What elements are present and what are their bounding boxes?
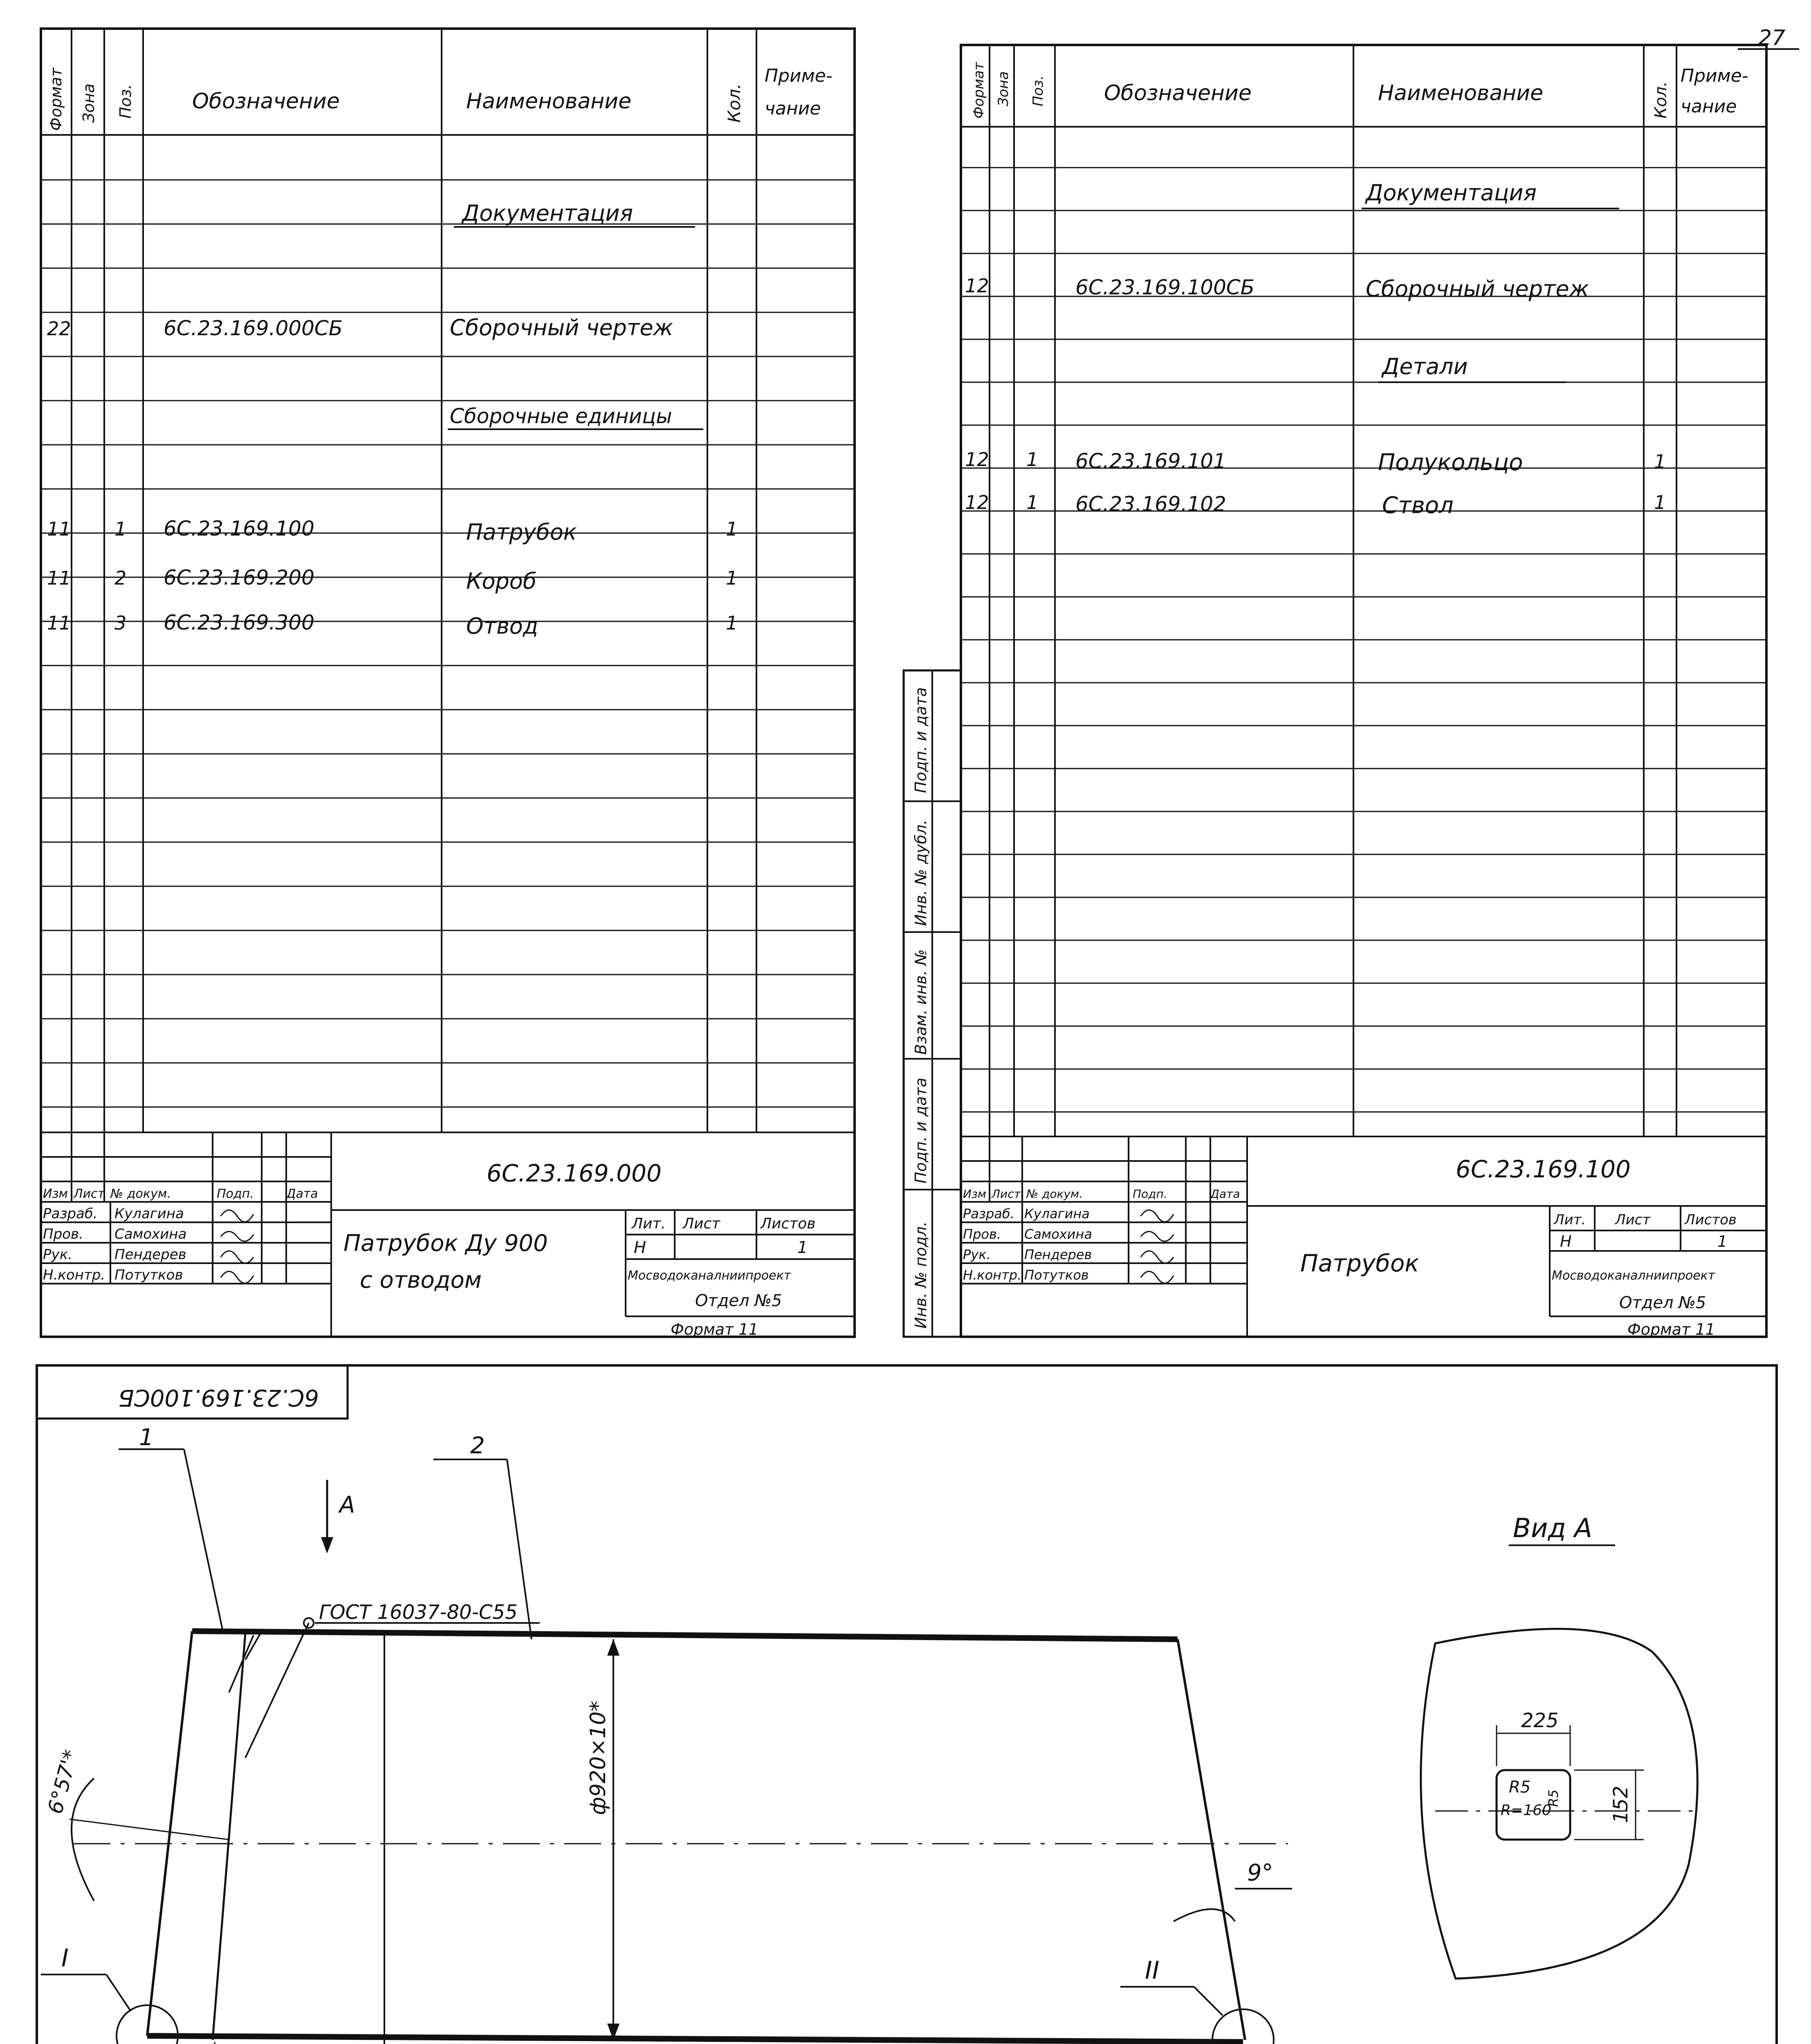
- left-row-2-format: 22: [47, 318, 71, 340]
- r-col-header-qty: Кол.: [1652, 81, 1670, 119]
- right-row-5-qty: 1: [1654, 491, 1666, 513]
- right-tb-sheet-header: Лист: [1615, 1212, 1651, 1228]
- left-tb-sheet-header: Лист: [683, 1215, 720, 1232]
- angle-left: 6°57'*: [43, 1747, 83, 1817]
- left-row-6-name: Отвод: [466, 613, 539, 639]
- hole-width: 225: [1521, 1709, 1559, 1732]
- col-header-note-2: чание: [765, 98, 821, 119]
- left-row-6-qty: 1: [726, 612, 738, 634]
- left-staff-2-name: Самохина: [114, 1226, 187, 1242]
- right-tb-org-1: Мосводоканалниипроект: [1552, 1269, 1715, 1283]
- col-header-designation: Обозначение: [192, 89, 340, 114]
- left-tb-code: 6С.23.169.000: [487, 1159, 662, 1187]
- mirrored-code: 6С.23.169.100СБ: [118, 1384, 319, 1411]
- right-row-5-designation: 6С.23.169.102: [1075, 492, 1226, 516]
- assembly-drawing: [37, 1365, 1777, 2044]
- left-tb-sheets: 1: [797, 1238, 808, 1257]
- left-row-6-pos: 3: [114, 612, 127, 634]
- r-side-stamp-2: Инв. № дубл.: [912, 820, 930, 926]
- right-row-4-pos: 1: [1026, 448, 1039, 471]
- angle-right: 9°: [1247, 1860, 1273, 1886]
- right-staff-2-role: Пров.: [963, 1226, 1001, 1242]
- r-col-header-designation: Обозначение: [1104, 81, 1252, 105]
- right-row-4-name: Полукольцо: [1378, 449, 1523, 476]
- right-staff-4-name: Потутков: [1024, 1267, 1089, 1283]
- right-stamp-list: Лист: [992, 1187, 1021, 1201]
- left-row-5-pos: 2: [114, 567, 127, 589]
- r-col-header-note-2: чание: [1681, 96, 1737, 117]
- left-tb-org-2: Отдел №5: [695, 1291, 782, 1310]
- r-col-header-note-1: Приме-: [1681, 65, 1748, 86]
- hole-radius: R5: [1509, 1778, 1531, 1797]
- col-header-name: Наименование: [466, 89, 632, 114]
- left-row-5-designation: 6С.23.169.200: [164, 566, 314, 589]
- right-row-1-name: Документация: [1366, 180, 1537, 206]
- right-staff-1-role: Разраб.: [963, 1206, 1014, 1221]
- right-staff-2-name: Самохина: [1024, 1226, 1092, 1242]
- col-header-qty: Кол.: [724, 83, 744, 123]
- right-row-4-designation: 6С.23.169.101: [1075, 449, 1226, 473]
- left-row-4-pos: 1: [114, 518, 127, 540]
- right-row-2-format: 12: [965, 275, 989, 297]
- view-arrow-label: А: [339, 1492, 355, 1518]
- right-stamp-izm: Изм: [963, 1187, 986, 1201]
- left-row-4-name: Патрубок: [466, 519, 577, 545]
- left-row-6-designation: 6С.23.169.300: [164, 611, 314, 634]
- hole-height: 152: [1609, 1786, 1632, 1823]
- left-row-2-name: Сборочный чертеж: [450, 315, 673, 341]
- right-row-2-name: Сборочный чертеж: [1366, 276, 1589, 302]
- page-number: 27: [1758, 26, 1786, 50]
- left-row-3-name: Сборочные единицы: [450, 404, 672, 428]
- right-staff-3-role: Рук.: [963, 1247, 991, 1262]
- leader-1: 1: [139, 1424, 154, 1451]
- left-stamp-izm: Изм: [43, 1187, 68, 1201]
- right-tb-org-2: Отдел №5: [1619, 1293, 1706, 1312]
- right-tb-sheets: 1: [1717, 1233, 1728, 1251]
- right-staff-1-name: Кулагина: [1024, 1206, 1090, 1221]
- col-header-pos: Поз.: [117, 84, 135, 119]
- r-col-header-format: Формат: [971, 62, 987, 119]
- left-staff-4-role: Н.контр.: [43, 1267, 105, 1283]
- left-stamp-sign: Подп.: [217, 1187, 254, 1201]
- leader-2: 2: [470, 1432, 485, 1459]
- left-stamp-list: Лист: [74, 1187, 105, 1201]
- right-row-5-name: Ствол: [1382, 492, 1454, 519]
- col-header-zone: Зона: [80, 83, 98, 123]
- left-row-5-qty: 1: [726, 567, 738, 589]
- spec-sheet-left: [41, 29, 855, 1338]
- left-stamp-doc: № докум.: [110, 1187, 171, 1201]
- r-side-stamp-4: Подп. и дата: [912, 1078, 930, 1183]
- r-col-header-name: Наименование: [1378, 81, 1544, 105]
- marker-1: I: [61, 1944, 69, 1972]
- right-tb-title: Патрубок: [1300, 1249, 1419, 1277]
- left-row-5-format: 11: [47, 567, 71, 589]
- diameter-dim: ф920×10*: [586, 1701, 610, 1815]
- left-tb-lit: Н: [634, 1238, 646, 1257]
- left-staff-3-role: Рук.: [43, 1246, 72, 1263]
- hole-radius-3: R5: [1546, 1789, 1561, 1807]
- r-side-stamp-5: Инв. № подл.: [912, 1221, 930, 1329]
- left-tb-title-1: Патрубок Ду 900: [343, 1230, 548, 1257]
- left-row-6-format: 11: [47, 612, 71, 634]
- left-staff-4-name: Потутков: [114, 1267, 183, 1283]
- left-row-4-designation: 6С.23.169.100: [164, 517, 314, 540]
- left-tb-title-2: с отводом: [360, 1267, 482, 1293]
- left-staff-3-name: Пендерев: [114, 1246, 186, 1263]
- right-tb-lit: Н: [1560, 1233, 1572, 1251]
- right-row-4-format: 12: [965, 448, 989, 471]
- marker-2: II: [1145, 1956, 1160, 1985]
- left-stamp-date: Дата: [286, 1187, 318, 1201]
- left-row-2-designation: 6С.23.169.000СБ: [164, 316, 343, 340]
- left-row-4-qty: 1: [726, 518, 738, 540]
- col-header-note-1: Приме-: [765, 65, 833, 86]
- left-staff-1-name: Кулагина: [114, 1206, 184, 1222]
- left-tb-sheets-header: Листов: [761, 1215, 816, 1232]
- weld-symbol-label: ГОСТ 16037-80-С55: [319, 1601, 518, 1624]
- right-row-5-pos: 1: [1026, 491, 1039, 513]
- right-staff-3-name: Пендерев: [1024, 1247, 1092, 1262]
- right-stamp-date: Дата: [1210, 1187, 1240, 1201]
- right-stamp-doc: № докум.: [1026, 1187, 1083, 1201]
- view-a-title: Вид А: [1513, 1513, 1592, 1544]
- right-row-3-name: Детали: [1382, 354, 1468, 379]
- left-tb-format: Формат 11: [671, 1320, 759, 1338]
- r-side-stamp-1: Подп. и дата: [912, 687, 930, 793]
- right-tb-sheets-header: Листов: [1685, 1212, 1737, 1228]
- right-row-5-format: 12: [965, 491, 989, 513]
- left-row-4-format: 11: [47, 518, 71, 540]
- left-tb-lit-header: Лит.: [632, 1215, 666, 1232]
- hole-radius-2: R=160: [1501, 1802, 1551, 1819]
- right-tb-lit-header: Лит.: [1554, 1212, 1586, 1228]
- right-stamp-sign: Подп.: [1133, 1187, 1167, 1201]
- right-staff-4-role: Н.контр.: [963, 1267, 1022, 1283]
- title-block-left: [41, 1132, 855, 1338]
- spec-sheet-right: [904, 45, 1766, 1338]
- r-col-header-zone: Зона: [995, 71, 1012, 106]
- right-tb-format: Формат 11: [1627, 1320, 1715, 1338]
- left-staff-1-role: Разраб.: [43, 1206, 98, 1222]
- left-staff-2-role: Пров.: [43, 1226, 83, 1242]
- r-col-header-pos: Поз.: [1030, 75, 1046, 106]
- right-row-2-designation: 6С.23.169.100СБ: [1075, 276, 1255, 299]
- left-row-5-name: Короб: [466, 568, 536, 594]
- r-side-stamp-3: Взам. инв. №: [912, 949, 930, 1055]
- title-block-right: [961, 1136, 1766, 1338]
- col-header-format: Формат: [47, 67, 65, 131]
- right-row-4-qty: 1: [1654, 450, 1666, 473]
- left-tb-org-1: Мосводоканалниипроект: [628, 1269, 791, 1283]
- right-tb-code: 6С.23.169.100: [1456, 1155, 1631, 1183]
- left-row-1-name: Документация: [462, 200, 633, 226]
